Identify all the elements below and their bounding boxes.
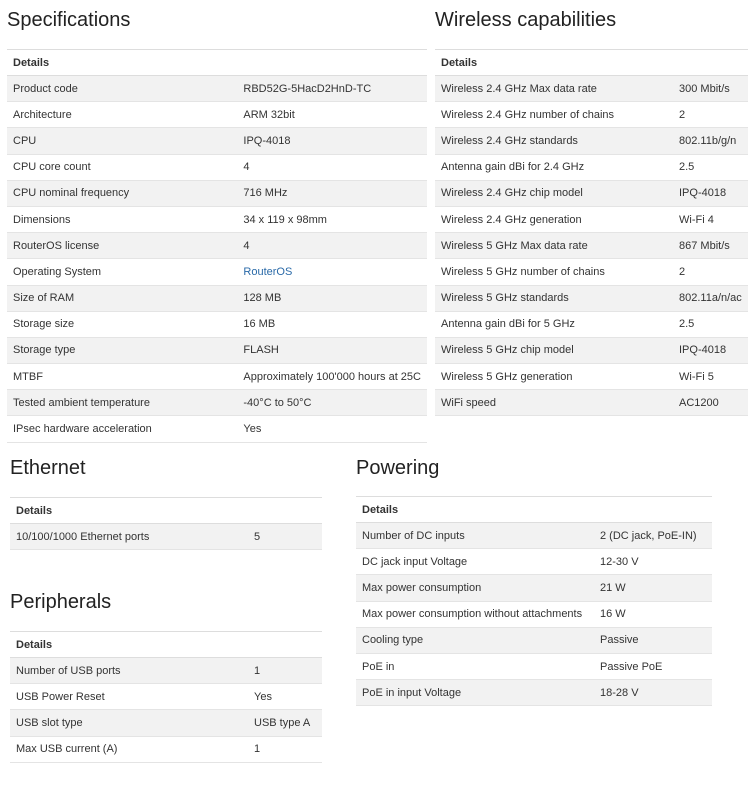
table-row <box>435 206 748 232</box>
powering-section <box>356 456 712 706</box>
wireless-table-header: Details <box>435 50 748 76</box>
specifications-table-header: Details <box>7 50 427 76</box>
row-label: USB Power Reset <box>10 684 248 710</box>
row-value: 12-30 V <box>594 549 712 575</box>
row-value: AC1200 <box>673 390 748 416</box>
row-value: 2.5 <box>673 311 748 337</box>
table-row <box>356 601 712 627</box>
table-row <box>7 233 427 259</box>
row-label: Antenna gain dBi for 2.4 GHz <box>435 154 673 180</box>
row-value: Yes <box>248 684 322 710</box>
powering-title: Powering <box>356 457 440 479</box>
routeros-link[interactable]: RouterOS <box>243 265 293 278</box>
row-label: 10/100/1000 Ethernet ports <box>10 524 248 550</box>
row-value: ARM 32bit <box>237 102 427 128</box>
row-label: Operating System <box>7 259 237 285</box>
table-row <box>435 233 748 259</box>
row-label: Max power consumption <box>356 575 594 601</box>
table-row <box>435 102 748 128</box>
row-label: Wireless 5 GHz chip model <box>435 337 673 363</box>
table-row <box>435 128 748 154</box>
row-label: WiFi speed <box>435 390 673 416</box>
wireless-table <box>435 49 748 416</box>
table-row <box>435 76 748 102</box>
row-value: 128 MB <box>237 285 427 311</box>
row-label: RouterOS license <box>7 233 237 259</box>
row-value: IPQ-4018 <box>673 337 748 363</box>
row-value: 2.5 <box>673 154 748 180</box>
table-row <box>7 180 427 206</box>
row-label: Tested ambient temperature <box>7 390 237 416</box>
table-row <box>7 128 427 154</box>
peripherals-section <box>10 590 322 763</box>
row-label: Number of USB ports <box>10 658 248 684</box>
row-value: 18-28 V <box>594 680 712 706</box>
row-value: FLASH <box>237 337 427 363</box>
row-value: 802.11b/g/n <box>673 128 748 154</box>
row-value: 1 <box>248 658 322 684</box>
ethernet-section <box>10 456 322 550</box>
row-label: Antenna gain dBi for 5 GHz <box>435 311 673 337</box>
row-label: MTBF <box>7 364 237 390</box>
row-label: PoE in <box>356 653 594 679</box>
powering-table <box>356 496 712 706</box>
row-value: Wi-Fi 4 <box>673 206 748 232</box>
row-value: 16 W <box>594 601 712 627</box>
table-row <box>7 206 427 232</box>
row-label: Wireless 5 GHz Max data rate <box>435 233 673 259</box>
row-value: Approximately 100'000 hours at 25C <box>237 364 427 390</box>
row-value: Yes <box>237 416 427 442</box>
wireless-title: Wireless capabilities <box>435 9 617 31</box>
row-label: Product code <box>7 76 237 102</box>
row-label: USB slot type <box>10 710 248 736</box>
row-value: 300 Mbit/s <box>673 76 748 102</box>
row-label: CPU nominal frequency <box>7 180 237 206</box>
table-row <box>7 76 427 102</box>
row-label: PoE in input Voltage <box>356 680 594 706</box>
row-value: -40°C to 50°C <box>237 390 427 416</box>
row-value: 4 <box>237 233 427 259</box>
row-label: Dimensions <box>7 206 237 232</box>
table-row <box>435 364 748 390</box>
ethernet-table-header: Details <box>10 498 322 524</box>
row-value: 2 <box>673 102 748 128</box>
table-row <box>435 285 748 311</box>
table-row <box>10 710 322 736</box>
row-label: Wireless 5 GHz number of chains <box>435 259 673 285</box>
row-value: 716 MHz <box>237 180 427 206</box>
table-row <box>435 390 748 416</box>
row-value: 802.11a/n/ac <box>673 285 748 311</box>
ethernet-title: Ethernet <box>10 457 86 479</box>
powering-table-header: Details <box>356 497 712 523</box>
row-label: Cooling type <box>356 627 594 653</box>
row-value: 2 <box>673 259 748 285</box>
table-row <box>7 337 427 363</box>
table-row <box>356 680 712 706</box>
table-row <box>7 311 427 337</box>
row-label: CPU <box>7 128 237 154</box>
table-row <box>356 575 712 601</box>
row-value <box>237 259 427 285</box>
row-value: 4 <box>237 154 427 180</box>
table-row <box>435 154 748 180</box>
row-label: Wireless 2.4 GHz chip model <box>435 180 673 206</box>
table-row <box>356 523 712 549</box>
ethernet-table <box>10 497 322 550</box>
row-value: 34 x 119 x 98mm <box>237 206 427 232</box>
row-value: Passive PoE <box>594 653 712 679</box>
row-value: IPQ-4018 <box>237 128 427 154</box>
row-label: Wireless 5 GHz generation <box>435 364 673 390</box>
row-label: Max power consumption without attachments <box>356 601 594 627</box>
row-label: Wireless 2.4 GHz standards <box>435 128 673 154</box>
row-label: Wireless 2.4 GHz generation <box>435 206 673 232</box>
row-label: Max USB current (A) <box>10 736 248 762</box>
specifications-title: Specifications <box>7 9 131 31</box>
table-row <box>435 180 748 206</box>
table-row <box>7 154 427 180</box>
table-row <box>356 627 712 653</box>
row-label: Size of RAM <box>7 285 237 311</box>
table-row <box>356 549 712 575</box>
row-label: IPsec hardware acceleration <box>7 416 237 442</box>
peripherals-table-header: Details <box>10 632 322 658</box>
peripherals-title: Peripherals <box>10 591 112 613</box>
row-label: CPU core count <box>7 154 237 180</box>
row-value: 5 <box>248 524 322 550</box>
row-label: Wireless 2.4 GHz number of chains <box>435 102 673 128</box>
row-value: Passive <box>594 627 712 653</box>
peripherals-table <box>10 631 322 763</box>
row-value: USB type A <box>248 710 322 736</box>
wireless-section <box>435 8 748 416</box>
row-value: RBD52G-5HacD2HnD-TC <box>237 76 427 102</box>
table-row <box>7 259 427 285</box>
row-label: Storage size <box>7 311 237 337</box>
table-row <box>7 285 427 311</box>
row-value: IPQ-4018 <box>673 180 748 206</box>
table-row <box>7 416 427 442</box>
table-row <box>435 311 748 337</box>
row-value: 2 (DC jack, PoE-IN) <box>594 523 712 549</box>
row-label: Wireless 5 GHz standards <box>435 285 673 311</box>
row-label: Storage type <box>7 337 237 363</box>
table-row <box>7 364 427 390</box>
row-value: Wi-Fi 5 <box>673 364 748 390</box>
row-label: Wireless 2.4 GHz Max data rate <box>435 76 673 102</box>
specifications-table <box>7 49 427 443</box>
row-value: 21 W <box>594 575 712 601</box>
row-label: DC jack input Voltage <box>356 549 594 575</box>
row-value: 867 Mbit/s <box>673 233 748 259</box>
specifications-section <box>7 8 427 443</box>
table-row <box>7 102 427 128</box>
table-row <box>435 337 748 363</box>
table-row <box>10 524 322 550</box>
table-row <box>7 390 427 416</box>
table-row <box>10 736 322 762</box>
table-row <box>10 658 322 684</box>
table-row <box>356 653 712 679</box>
row-value: 16 MB <box>237 311 427 337</box>
table-row <box>10 684 322 710</box>
row-label: Number of DC inputs <box>356 523 594 549</box>
row-label: Architecture <box>7 102 237 128</box>
row-value: 1 <box>248 736 322 762</box>
table-row <box>435 259 748 285</box>
